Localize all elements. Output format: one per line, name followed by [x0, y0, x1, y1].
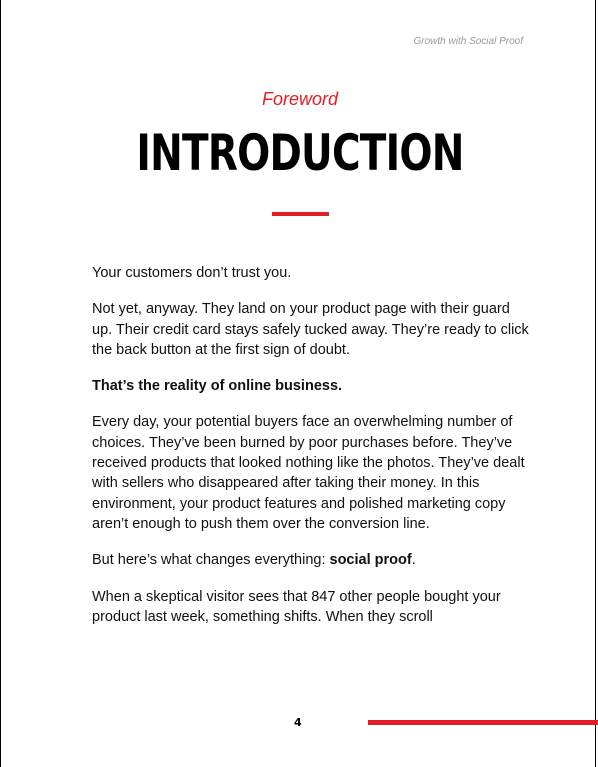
paragraph-5-prefix: But here’s what changes everything:	[92, 552, 330, 569]
footer-divider	[368, 720, 598, 725]
body-text	[92, 263, 532, 643]
paragraph-5	[92, 550, 532, 570]
paragraph-1: Your customers don’t trust you.	[92, 265, 292, 281]
paragraph-3-bold: That’s the reality of online business.	[92, 378, 343, 395]
paragraph-4: Every day, your potential buyers face an overwhelming number of choices. They’ve been burned by poor purchases before. They’ve received products that looked nothing like the photos. They’ve dealt with sellers who disappeared after taking their money. In this environment, your product features and polished marketing copy aren’t enough to push them over the conversion line.	[92, 414, 525, 532]
chapter-label: Foreword	[261, 89, 339, 109]
chapter-title: INTRODUCTION	[136, 124, 464, 182]
paragraph-3	[92, 376, 532, 396]
title-divider	[272, 212, 329, 216]
paragraph-5-emphasis: social proof	[329, 552, 412, 569]
page-number: 4	[294, 716, 302, 729]
paragraph-2: Not yet, anyway. They land on your product page with their guard up. Their credit card stays safely tucked away. They’re ready to click the back button at the first sign of doubt.	[92, 301, 529, 358]
paragraph-5-suffix: .	[411, 552, 416, 569]
paragraph-6: When a skeptical visitor sees that 847 other people bought your product last week, something shifts. When they scroll	[92, 588, 501, 625]
running-header: Growth with Social Proof	[413, 36, 523, 47]
